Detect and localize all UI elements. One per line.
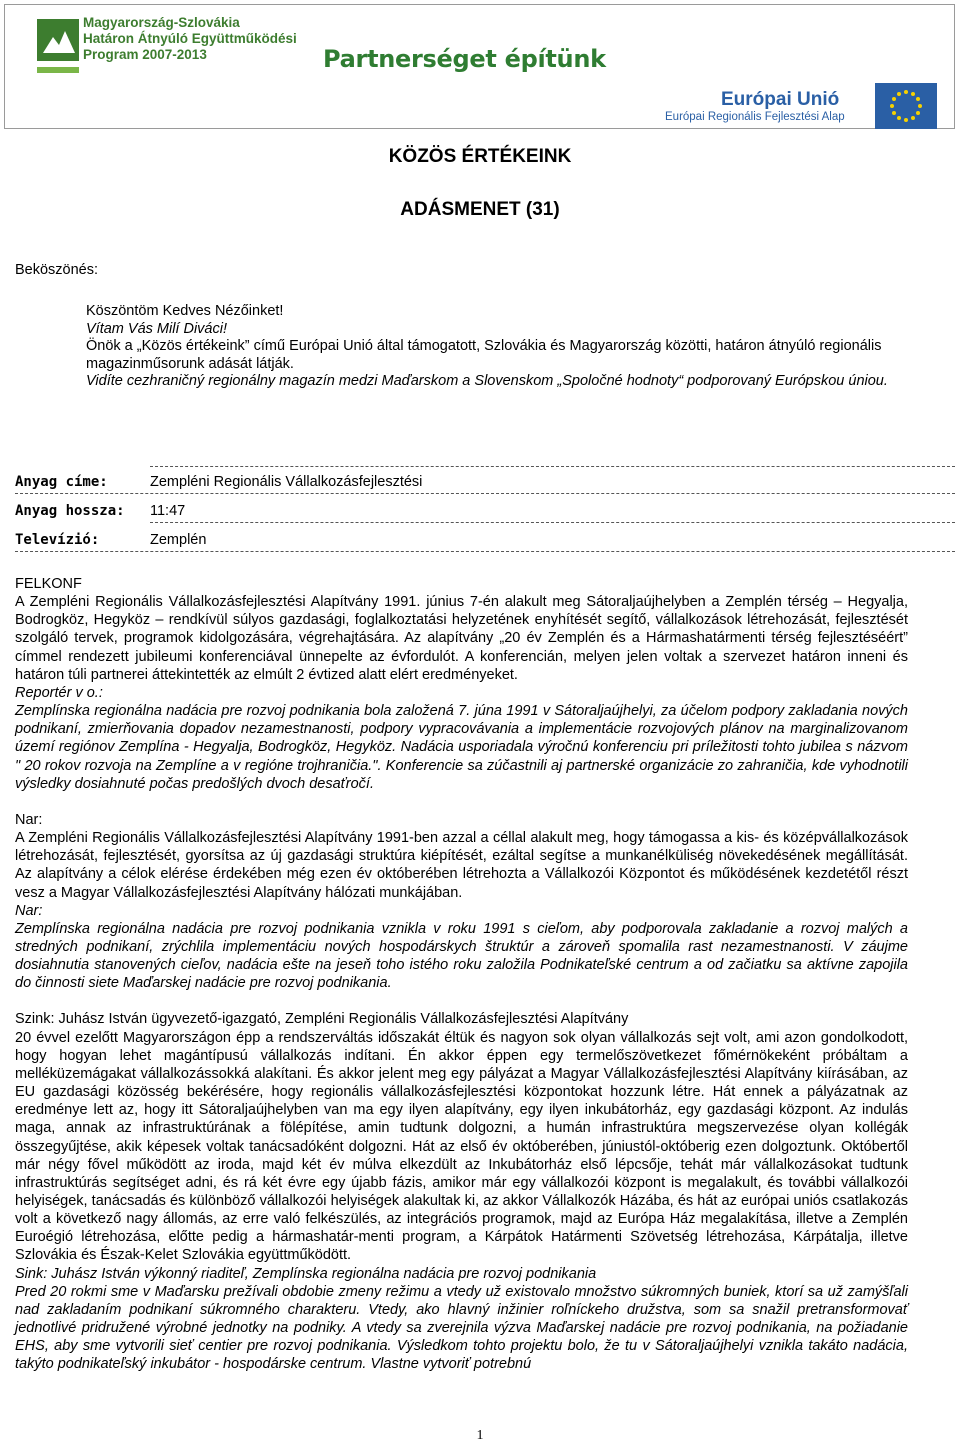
eu-name: Európai Unió [721, 89, 840, 110]
meta-row-length [15, 497, 955, 523]
eu-flag-icon [875, 83, 937, 129]
meta-length-label: Anyag hossza: [15, 503, 125, 519]
meta-tv-label: Televízió: [15, 532, 100, 548]
meta-title-value: Zempléni Regionális Vállalkozásfejlesztési [150, 474, 423, 490]
paragraph: Zemplínska regionálna nadácia pre rozvoj podnikania vznikla v roku 1991 s cieľom, aby podporovala zakladanie a rozvoj malých a stredných podnikaní, zrýchlila implementáciu nových hospodárskych štruktúr a zároveň spomalila rast nezamestnanosti. V záujme dosiahnutia stanovených cieľov, nadácia ešte na jeseň toho istého roku založila Podnikateľské centrum a od začiatku sa aktívne zapojila do činnosti siete Maďarskej nadácie pre rozvoj podnikania. [15, 920, 908, 992]
meta-row-tv [15, 526, 955, 552]
page-number: 1 [476, 1428, 484, 1443]
program-logo-line: Határon Átnyúló Együttműködési [83, 31, 297, 46]
paragraph: 20 évvel ezelőtt Magyarországon épp a rendszerváltás időszakát éltük és nagyon sok olyan vállalkozás sejt volt, ami azon gondolkodott, hogy hogyan lehet magántípusú vállalkozás indítani. Én akkor éppen egy termelőszövetkezet főmérnökeként próbáltam a melléküzemágakat vállalkozássokká alakítani. És akkor jelent meg egy pályázat a Magyar Vállalkozásfejlesztési Alapítvány kiírásában, az EU gazdasági közösség bekérésére, hogy regionális vállalkozásfejlesztési központokat hozzunk létre. Hát ennek a pályázatnak az eredménye lett az, hogy itt Sátoraljaújhelyben van ma egy ilyen alapítvány, egy ilyen inkubátorház, egy gazdasági központ. Az indulás maga, annak az infrastruktúrának a fölépítése, amin tudtunk dolgozni, a humán infrastruktúra megszervezése olyan kollégák összegyűjtése, akik képesek voltak tanácsadóként dolgozni. Hát az első év októberében, júniustól-októberig ezen dolgoztunk. Októbertől már négy fővel működött az iroda, majd két év múlva elkezdült az Inkubátorház első lépcsője, tehát már vállalkozásokat tudtunk infrastruktúrás segítséget adni, és rá két évre egy újabb fázis, amikor már egy vállalkozói központ is megalakult, és további vállalkozói helyiségek, tanácsadás és különböző vállalkozói helyiségek alakultak ki, az akkor Vállalkozók Házába, és hát az európai uniós csatlakozás volt a következő nagy állomás, az erre való felkészülés, az integrációs programok, majd az Európa Ház megalakítása, illetve a Zemplén Euroégió létrehozása, előtte pedig a hármashatár-menti program, a Kárpátok Határmenti Szövetség létrehozása, Kárpátalja, illetve Szlovákia és Észak-Kelet Szlovákia együttműködött. [15, 1029, 908, 1264]
section-label: FELKONF [15, 576, 82, 592]
greeting-line: Vítam Vás Milí Diváci! [86, 320, 227, 337]
greeting-block [86, 303, 926, 391]
program-logo-line: Program 2007-2013 [83, 47, 207, 62]
meta-divider [150, 466, 955, 467]
greeting-label: Beköszönés: [15, 262, 99, 278]
meta-divider [15, 551, 955, 552]
meta-title-label: Anyag címe: [15, 474, 108, 490]
section-label: Szink: Juhász István ügyvezető-igazgató, Zempléni Regionális Vállalkozásfejlesztési Alapítvány [15, 1011, 629, 1028]
document-body [15, 575, 908, 1374]
section-label: Sink: Juhász István výkonný riaditeľ, Zemplínska regionálna nadácia pre rozvoj podnikania [15, 1265, 597, 1282]
meta-length-value: 11:47 [150, 503, 186, 519]
program-logo-text [83, 15, 297, 63]
greeting-line: Köszöntöm Kedves Nézőinket! [86, 303, 284, 319]
page-subtitle: ADÁSMENET (31) [400, 199, 560, 220]
paragraph: A Zempléni Regionális Vállalkozásfejlesztési Alapítvány 1991-ben azzal a céllal alakult meg, hogy támogassa a kis- és középvállalkozások létrehozását, fejlesztését, gyorsítsa az új gazdasági struktúra kiépítését, ezáltal segítse a munkanélküliség növekedésének megállítását. Az alapítvány a célok elérése érdekében még ezen év októberében létrehozta a Vállalkozói Központot és működésének kezdetétől részt vesz a Magyar Vállalkozásfejlesztési Alapítvány hálózati munkájában. [15, 830, 908, 901]
meta-tv-value: Zemplén [150, 532, 207, 548]
section-label: Nar: [15, 811, 43, 828]
slogan: Partnerséget építünk [323, 45, 606, 73]
paragraph: Zemplínska regionálna nadácia pre rozvoj podnikania bola založená 7. júna 1991 v Sátoraljaújhelyi, za účelom podpory zakladania nových podnikaní, zmierňovania dopadov nezamestnanosti, podpory vypracovávania a implementácie rozvojových plánov na marginalizovanom území regiónov Zemplína - Hegyalja, Bodrogköz, Hegyköz. Nadácia usporiadala výročnú konferenciu pri príležitosti tohto jubilea s názvom " 20 rokov rozvoja na Zemplíne a v regióne trojhraničia.". Konferencie sa zúčastnili aj partnerské organizácie zo zahraničia, kde vyhodnotili výsledky dosiahnuté počas predošlých dvoch desaťročí. [15, 703, 908, 792]
paragraph: A Zempléni Regionális Vállalkozásfejlesztési Alapítvány 1991. június 7-én alakult meg Sátoraljaújhelyben a Zemplén térség – Hegyalja, Bodrogköz, Hegyköz – rendkívül súlyos gazdasági, foglalkoztatási helyzetének enyhítését segítő, vállalkozások létrehozását, fejlesztését szolgáló tervek, programok kidolgozására, végrehajtására. Az alapítvány „20 év Zemplén és a Hármashatármenti térség fejlesztéséért” címmel rendezett jubileumi konferenciával ünnepelte az évfordulót. A konferencián, melyen jelen voltak a szervezet határon inneni és határon túli partnerei áttekintették az elmúlt 2 évtized alatt elért eredményeket. [15, 594, 908, 683]
meta-row-title [15, 468, 955, 494]
section-label: Reportér v o.: [15, 684, 103, 701]
meta-divider [15, 493, 955, 494]
header-banner [4, 4, 955, 129]
eu-fund-name: Európai Regionális Fejlesztési Alap [665, 111, 845, 123]
meta-divider [150, 522, 955, 523]
page-title: KÖZÖS ÉRTÉKEINK [388, 146, 572, 167]
greeting-line: Önök a „Közös értékeink” című Európai Unió által támogatott, Szlovákia és Magyarország közötti, határon átnyúló regionális magazinműsorunk adását látják. [86, 338, 882, 372]
program-logo-line: Magyarország-Szlovákia [83, 15, 240, 30]
section-label: Nar: [15, 902, 43, 919]
paragraph: Pred 20 rokmi sme v Maďarsku prežívali obdobie zmeny režimu a vtedy už existovalo množstvo súkromných buniek, ktorí sa už zamýšľali nad zakladaním podnikaní súkromného charakteru. Vtedy, ako hlavný inžinier roľníckeho družstva, som sa snažil pretransformovať jednotlivé pridružené výrobné jednotky na podniky. A vtedy sa zverejnila výzva Maďarskej nadácie pre rozvoj podnikania, na požiadanie EHS, aby sme vytvorili sieť centier pre rozvoj podnikania. Výsledkom tohto projektu bolo, že tu v Sátoraljaújhelyi vznikla takáto nadácia, takýto podnikateľský inkubátor - hospodárske centrum. Vlastne vytvoriť potrebnú [15, 1283, 908, 1373]
greeting-line: Vidíte cezhraničný regionálny magazín medzi Maďarskom a Slovenskom „Spoločné hodnoty“ podporovaný Európskou úniou. [86, 373, 888, 389]
spacer [15, 992, 908, 1010]
spacer [15, 793, 908, 811]
